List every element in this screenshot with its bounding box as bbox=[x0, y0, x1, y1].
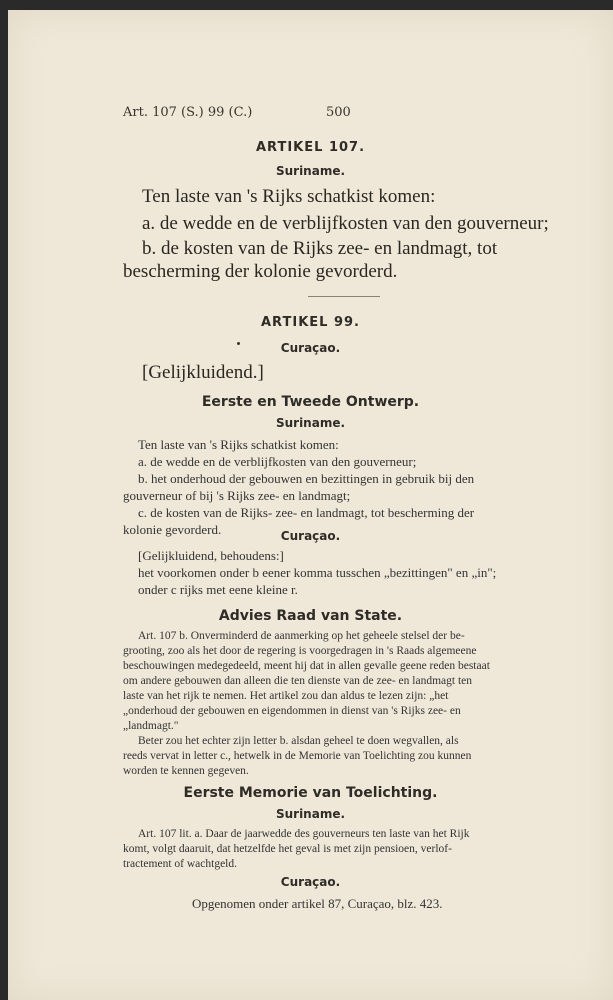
artikel-99-text: [Gelijkluidend.] bbox=[142, 362, 264, 383]
ontwerp-suriname-line-3: b. het onderhoud der gebouwen en bezittingen in gebruik bij den bbox=[138, 471, 475, 486]
memorie-heading: Eerste Memorie van Toelichting. bbox=[183, 785, 438, 801]
advies-line-6: „onderhoud der gebouwen en eigendommen in dienst van 's Rijks zee- en bbox=[123, 705, 461, 717]
advies-line-1: Art. 107 b. Onverminderd de aanmerking op het geheele stelsel der be- bbox=[138, 630, 465, 642]
artikel-99-heading: ARTIKEL 99. bbox=[261, 315, 360, 330]
ontwerp-suriname-line-5: c. de kosten van de Rijks- zee- en landmagt, tot bescherming der bbox=[138, 505, 475, 520]
artikel-107-line-3: b. de kosten van de Rijks zee- en landmagt, tot bbox=[142, 238, 498, 259]
advies-line-2: grooting, zoo als het door de regering is voorgedragen in 's Raads algemeene bbox=[123, 645, 477, 657]
artikel-107-line-1: Ten laste van 's Rijks schatkist komen: bbox=[142, 186, 436, 207]
advies-line-10: worden te kennen gegeven. bbox=[123, 765, 249, 777]
memorie-curacao-text: Opgenomen onder artikel 87, Curaçao, blz. 423. bbox=[192, 896, 443, 911]
memorie-curacao-label: Curaçao. bbox=[280, 875, 341, 889]
ontwerp-curacao-line-1: [Gelijkluidend, behoudens:] bbox=[138, 548, 284, 563]
ontwerp-curacao-line-3: onder c rijks met eene kleine r. bbox=[138, 582, 298, 597]
memorie-suriname-line-3: tractement of wachtgeld. bbox=[123, 858, 237, 870]
ontwerp-curacao-line-2: het voorkomen onder b eener komma tusschen „bezittingen" en „in"; bbox=[138, 565, 497, 580]
book-page bbox=[8, 10, 613, 1000]
ontwerp-suriname-line-1: Ten laste van 's Rijks schatkist komen: bbox=[138, 437, 339, 452]
artikel-107-region: Suriname. bbox=[275, 164, 346, 178]
ontwerp-suriname-line-2: a. de wedde en de verblijfkosten van den gouverneur; bbox=[138, 454, 417, 469]
artikel-107-line-2: a. de wedde en de verblijfkosten van den gouverneur; bbox=[142, 213, 549, 234]
advies-line-3: beschouwingen medegedeeld, meent hij dat in allen gevalle geene reden bestaat bbox=[123, 660, 490, 672]
ontwerp-suriname-line-6: kolonie gevorderd. bbox=[123, 522, 222, 537]
artikel-107-line-4: bescherming der kolonie gevorderd. bbox=[123, 261, 398, 282]
advies-line-9: reeds vervat in letter c., hetwelk in de Memorie van Toelichting zou kunnen bbox=[123, 750, 472, 762]
advies-line-7: „landmagt." bbox=[123, 720, 179, 732]
ontwerp-suriname-line-4: gouverneur of bij 's Rijks zee- en landmagt; bbox=[123, 488, 351, 503]
memorie-suriname-line-2: komt, volgt daaruit, dat hetzelfde het geval is met zijn pensioen, verlof- bbox=[123, 843, 452, 855]
artikel-99-region: Curaçao. bbox=[280, 341, 341, 355]
advies-line-4: om andere gebouwen dan alleen die ten dienste van de zee- en landmagt ten bbox=[123, 675, 473, 687]
page-number: 500 bbox=[326, 105, 351, 120]
running-head-article-ref: Art. 107 (S.) 99 (C.) bbox=[123, 105, 253, 120]
ontwerp-suriname-label: Suriname. bbox=[275, 416, 346, 430]
memorie-suriname-label: Suriname. bbox=[275, 807, 346, 821]
section-divider bbox=[308, 296, 380, 297]
artikel-107-heading: ARTIKEL 107. bbox=[255, 140, 366, 155]
memorie-suriname-line-1: Art. 107 lit. a. Daar de jaarwedde des gouverneurs ten laste van het Rijk bbox=[138, 828, 470, 840]
ontwerp-heading: Eerste en Tweede Ontwerp. bbox=[201, 394, 420, 410]
ontwerp-curacao-label: Curaçao. bbox=[280, 529, 341, 543]
advies-heading: Advies Raad van State. bbox=[218, 608, 403, 624]
advies-line-5: laste van het rijk te nemen. Het artikel zou dan aldus te lezen zijn: „het bbox=[123, 690, 449, 702]
advies-line-8: Beter zou het echter zijn letter b. alsdan geheel te doen wegvallen, als bbox=[138, 735, 459, 747]
